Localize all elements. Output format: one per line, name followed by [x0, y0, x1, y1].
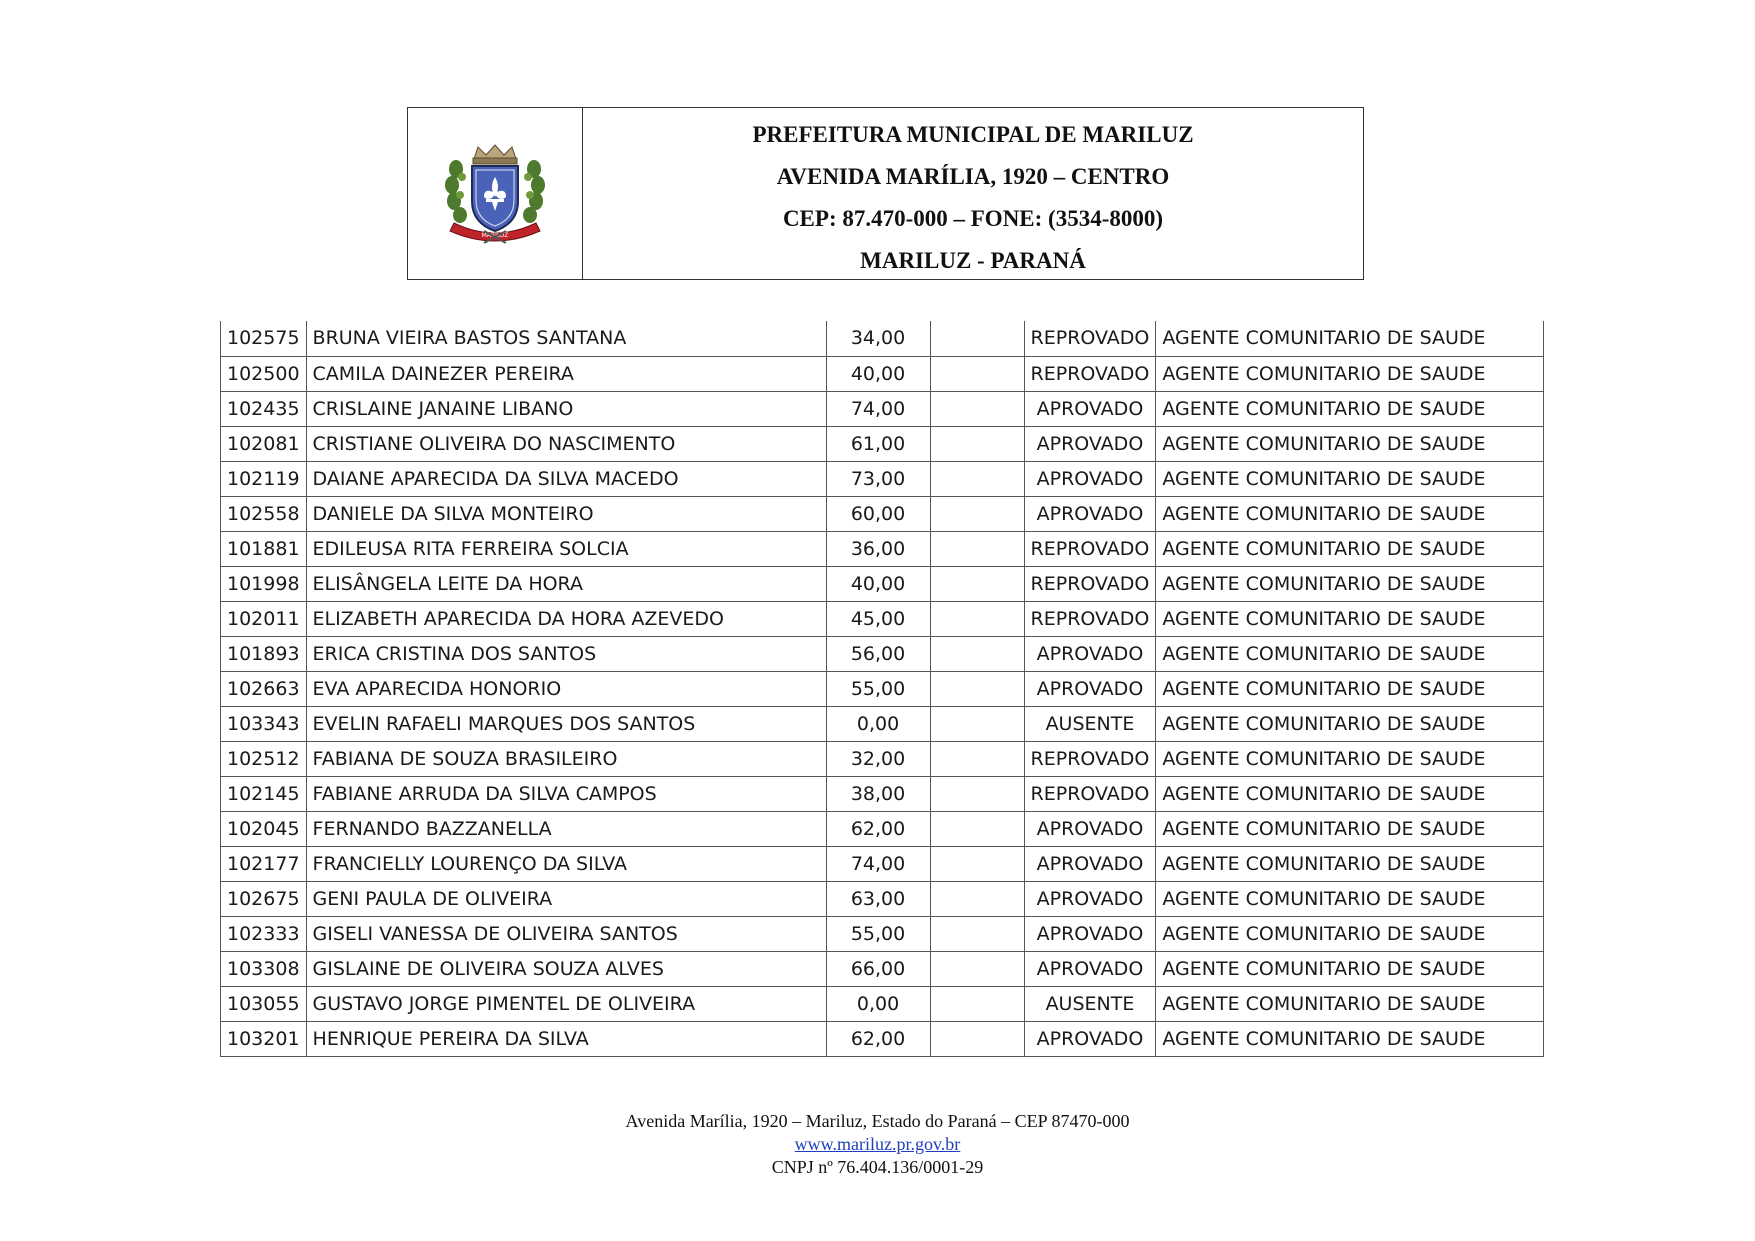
candidate-status: REPROVADO	[1024, 776, 1156, 811]
candidate-role: AGENTE COMUNITARIO DE SAUDE	[1156, 531, 1544, 566]
table-row	[221, 461, 1544, 496]
candidate-role: AGENTE COMUNITARIO DE SAUDE	[1156, 496, 1544, 531]
empty-cell	[930, 986, 1024, 1021]
candidate-status: APROVADO	[1024, 636, 1156, 671]
empty-cell	[930, 321, 1024, 356]
candidate-code: 102558	[221, 496, 307, 531]
logo-cell	[408, 108, 583, 279]
footer-address: Avenida Marília, 1920 – Mariluz, Estado do Paraná – CEP 87470-000	[625, 1111, 1130, 1131]
table-row	[221, 881, 1544, 916]
coat-of-arms-icon	[440, 139, 550, 249]
candidate-code: 101998	[221, 566, 307, 601]
candidate-score: 45,00	[826, 601, 930, 636]
candidate-name: FABIANA DE SOUZA BRASILEIRO	[306, 741, 826, 776]
candidate-role: AGENTE COMUNITARIO DE SAUDE	[1156, 391, 1544, 426]
candidate-status: AUSENTE	[1024, 986, 1156, 1021]
empty-cell	[930, 391, 1024, 426]
empty-cell	[930, 951, 1024, 986]
candidate-role: AGENTE COMUNITARIO DE SAUDE	[1156, 881, 1544, 916]
header-line-2: AVENIDA MARÍLIA, 1920 – CENTRO	[776, 164, 1170, 189]
candidate-code: 102435	[221, 391, 307, 426]
candidate-status: REPROVADO	[1024, 601, 1156, 636]
empty-cell	[930, 846, 1024, 881]
table-row	[221, 776, 1544, 811]
candidate-name: ELISÂNGELA LEITE DA HORA	[306, 566, 826, 601]
candidate-name: CAMILA DAINEZER PEREIRA	[306, 356, 826, 391]
table-row	[221, 706, 1544, 741]
candidate-status: APROVADO	[1024, 391, 1156, 426]
candidate-name: EVA APARECIDA HONORIO	[306, 671, 826, 706]
empty-cell	[930, 531, 1024, 566]
candidate-name: ELIZABETH APARECIDA DA HORA AZEVEDO	[306, 601, 826, 636]
table-row	[221, 636, 1544, 671]
candidate-status: APROVADO	[1024, 671, 1156, 706]
empty-cell	[930, 601, 1024, 636]
empty-cell	[930, 461, 1024, 496]
candidate-code: 102663	[221, 671, 307, 706]
candidate-code: 103055	[221, 986, 307, 1021]
candidate-status: APROVADO	[1024, 496, 1156, 531]
candidate-role: AGENTE COMUNITARIO DE SAUDE	[1156, 951, 1544, 986]
candidate-score: 56,00	[826, 636, 930, 671]
candidate-score: 38,00	[826, 776, 930, 811]
empty-cell	[930, 811, 1024, 846]
candidate-score: 36,00	[826, 531, 930, 566]
candidate-score: 0,00	[826, 706, 930, 741]
candidate-role: AGENTE COMUNITARIO DE SAUDE	[1156, 986, 1544, 1021]
candidate-name: FERNANDO BAZZANELLA	[306, 811, 826, 846]
header-line-3: CEP: 87.470-000 – FONE: (3534-8000)	[782, 206, 1164, 231]
header-line-1: PREFEITURA MUNICIPAL DE MARILUZ	[752, 122, 1194, 147]
candidate-code: 102575	[221, 321, 307, 356]
candidate-role: AGENTE COMUNITARIO DE SAUDE	[1156, 321, 1544, 356]
candidate-name: CRISTIANE OLIVEIRA DO NASCIMENTO	[306, 426, 826, 461]
footer-website-link[interactable]: www.mariluz.pr.gov.br	[794, 1134, 961, 1154]
table-row	[221, 321, 1544, 356]
candidate-name: EDILEUSA RITA FERREIRA SOLCIA	[306, 531, 826, 566]
empty-cell	[930, 671, 1024, 706]
table-row	[221, 496, 1544, 531]
candidate-name: FABIANE ARRUDA DA SILVA CAMPOS	[306, 776, 826, 811]
candidate-status: REPROVADO	[1024, 356, 1156, 391]
candidate-score: 34,00	[826, 321, 930, 356]
results-table-body	[221, 321, 1544, 1056]
candidate-score: 40,00	[826, 566, 930, 601]
candidate-role: AGENTE COMUNITARIO DE SAUDE	[1156, 741, 1544, 776]
table-row	[221, 391, 1544, 426]
candidate-role: AGENTE COMUNITARIO DE SAUDE	[1156, 426, 1544, 461]
candidate-score: 55,00	[826, 916, 930, 951]
candidate-score: 74,00	[826, 846, 930, 881]
candidate-code: 102500	[221, 356, 307, 391]
candidate-role: AGENTE COMUNITARIO DE SAUDE	[1156, 671, 1544, 706]
candidate-code: 103201	[221, 1021, 307, 1056]
candidate-score: 40,00	[826, 356, 930, 391]
candidate-status: APROVADO	[1024, 461, 1156, 496]
table-row	[221, 531, 1544, 566]
candidate-status: APROVADO	[1024, 846, 1156, 881]
candidate-status: REPROVADO	[1024, 531, 1156, 566]
candidate-role: AGENTE COMUNITARIO DE SAUDE	[1156, 566, 1544, 601]
candidate-score: 62,00	[826, 811, 930, 846]
candidate-role: AGENTE COMUNITARIO DE SAUDE	[1156, 811, 1544, 846]
candidate-name: EVELIN RAFAELI MARQUES DOS SANTOS	[306, 706, 826, 741]
candidate-code: 102011	[221, 601, 307, 636]
candidate-code: 102177	[221, 846, 307, 881]
candidate-status: APROVADO	[1024, 811, 1156, 846]
candidate-status: APROVADO	[1024, 916, 1156, 951]
empty-cell	[930, 706, 1024, 741]
candidate-code: 101893	[221, 636, 307, 671]
empty-cell	[930, 916, 1024, 951]
empty-cell	[930, 426, 1024, 461]
candidate-role: AGENTE COMUNITARIO DE SAUDE	[1156, 636, 1544, 671]
candidate-role: AGENTE COMUNITARIO DE SAUDE	[1156, 1021, 1544, 1056]
candidate-name: GENI PAULA DE OLIVEIRA	[306, 881, 826, 916]
candidate-name: DANIELE DA SILVA MONTEIRO	[306, 496, 826, 531]
empty-cell	[930, 1021, 1024, 1056]
candidate-role: AGENTE COMUNITARIO DE SAUDE	[1156, 356, 1544, 391]
empty-cell	[930, 776, 1024, 811]
empty-cell	[930, 881, 1024, 916]
table-row	[221, 601, 1544, 636]
candidate-status: APROVADO	[1024, 951, 1156, 986]
candidate-code: 103308	[221, 951, 307, 986]
candidate-code: 102081	[221, 426, 307, 461]
candidate-code: 101881	[221, 531, 307, 566]
candidate-name: ERICA CRISTINA DOS SANTOS	[306, 636, 826, 671]
candidate-code: 102045	[221, 811, 307, 846]
candidate-code: 102119	[221, 461, 307, 496]
letterhead	[407, 107, 1364, 280]
candidate-name: FRANCIELLY LOURENÇO DA SILVA	[306, 846, 826, 881]
results-table	[220, 321, 1544, 1057]
candidate-code: 102145	[221, 776, 307, 811]
table-row	[221, 426, 1544, 461]
candidate-score: 66,00	[826, 951, 930, 986]
empty-cell	[930, 496, 1024, 531]
table-row	[221, 986, 1544, 1021]
candidate-name: BRUNA VIEIRA BASTOS SANTANA	[306, 321, 826, 356]
candidate-status: REPROVADO	[1024, 566, 1156, 601]
candidate-score: 60,00	[826, 496, 930, 531]
candidate-score: 74,00	[826, 391, 930, 426]
table-row	[221, 846, 1544, 881]
candidate-score: 73,00	[826, 461, 930, 496]
table-row	[221, 356, 1544, 391]
candidate-role: AGENTE COMUNITARIO DE SAUDE	[1156, 601, 1544, 636]
candidate-score: 63,00	[826, 881, 930, 916]
page-footer	[0, 1110, 1755, 1179]
candidate-status: REPROVADO	[1024, 321, 1156, 356]
candidate-score: 62,00	[826, 1021, 930, 1056]
letterhead-title	[583, 108, 1363, 279]
candidate-name: GUSTAVO JORGE PIMENTEL DE OLIVEIRA	[306, 986, 826, 1021]
table-row	[221, 741, 1544, 776]
candidate-status: AUSENTE	[1024, 706, 1156, 741]
candidate-name: HENRIQUE PEREIRA DA SILVA	[306, 1021, 826, 1056]
candidate-name: CRISLAINE JANAINE LIBANO	[306, 391, 826, 426]
candidate-name: GISLAINE DE OLIVEIRA SOUZA ALVES	[306, 951, 826, 986]
candidate-name: GISELI VANESSA DE OLIVEIRA SANTOS	[306, 916, 826, 951]
candidate-status: APROVADO	[1024, 881, 1156, 916]
empty-cell	[930, 356, 1024, 391]
empty-cell	[930, 566, 1024, 601]
candidate-code: 102675	[221, 881, 307, 916]
empty-cell	[930, 636, 1024, 671]
candidate-role: AGENTE COMUNITARIO DE SAUDE	[1156, 846, 1544, 881]
candidate-status: APROVADO	[1024, 1021, 1156, 1056]
table-row	[221, 671, 1544, 706]
candidate-role: AGENTE COMUNITARIO DE SAUDE	[1156, 916, 1544, 951]
table-row	[221, 1021, 1544, 1056]
candidate-role: AGENTE COMUNITARIO DE SAUDE	[1156, 776, 1544, 811]
candidate-name: DAIANE APARECIDA DA SILVA MACEDO	[306, 461, 826, 496]
candidate-code: 102512	[221, 741, 307, 776]
header-line-4: MARILUZ - PARANÁ	[860, 248, 1086, 273]
candidate-score: 32,00	[826, 741, 930, 776]
table-row	[221, 566, 1544, 601]
candidate-score: 55,00	[826, 671, 930, 706]
candidate-code: 103343	[221, 706, 307, 741]
table-row	[221, 951, 1544, 986]
candidate-role: AGENTE COMUNITARIO DE SAUDE	[1156, 461, 1544, 496]
candidate-score: 61,00	[826, 426, 930, 461]
footer-cnpj: CNPJ nº 76.404.136/0001-29	[771, 1157, 984, 1177]
candidate-status: APROVADO	[1024, 426, 1156, 461]
candidate-status: REPROVADO	[1024, 741, 1156, 776]
table-row	[221, 811, 1544, 846]
empty-cell	[930, 741, 1024, 776]
ribbon-text: MARILUZ	[481, 231, 509, 239]
candidate-role: AGENTE COMUNITARIO DE SAUDE	[1156, 706, 1544, 741]
table-row	[221, 916, 1544, 951]
candidate-code: 102333	[221, 916, 307, 951]
candidate-score: 0,00	[826, 986, 930, 1021]
